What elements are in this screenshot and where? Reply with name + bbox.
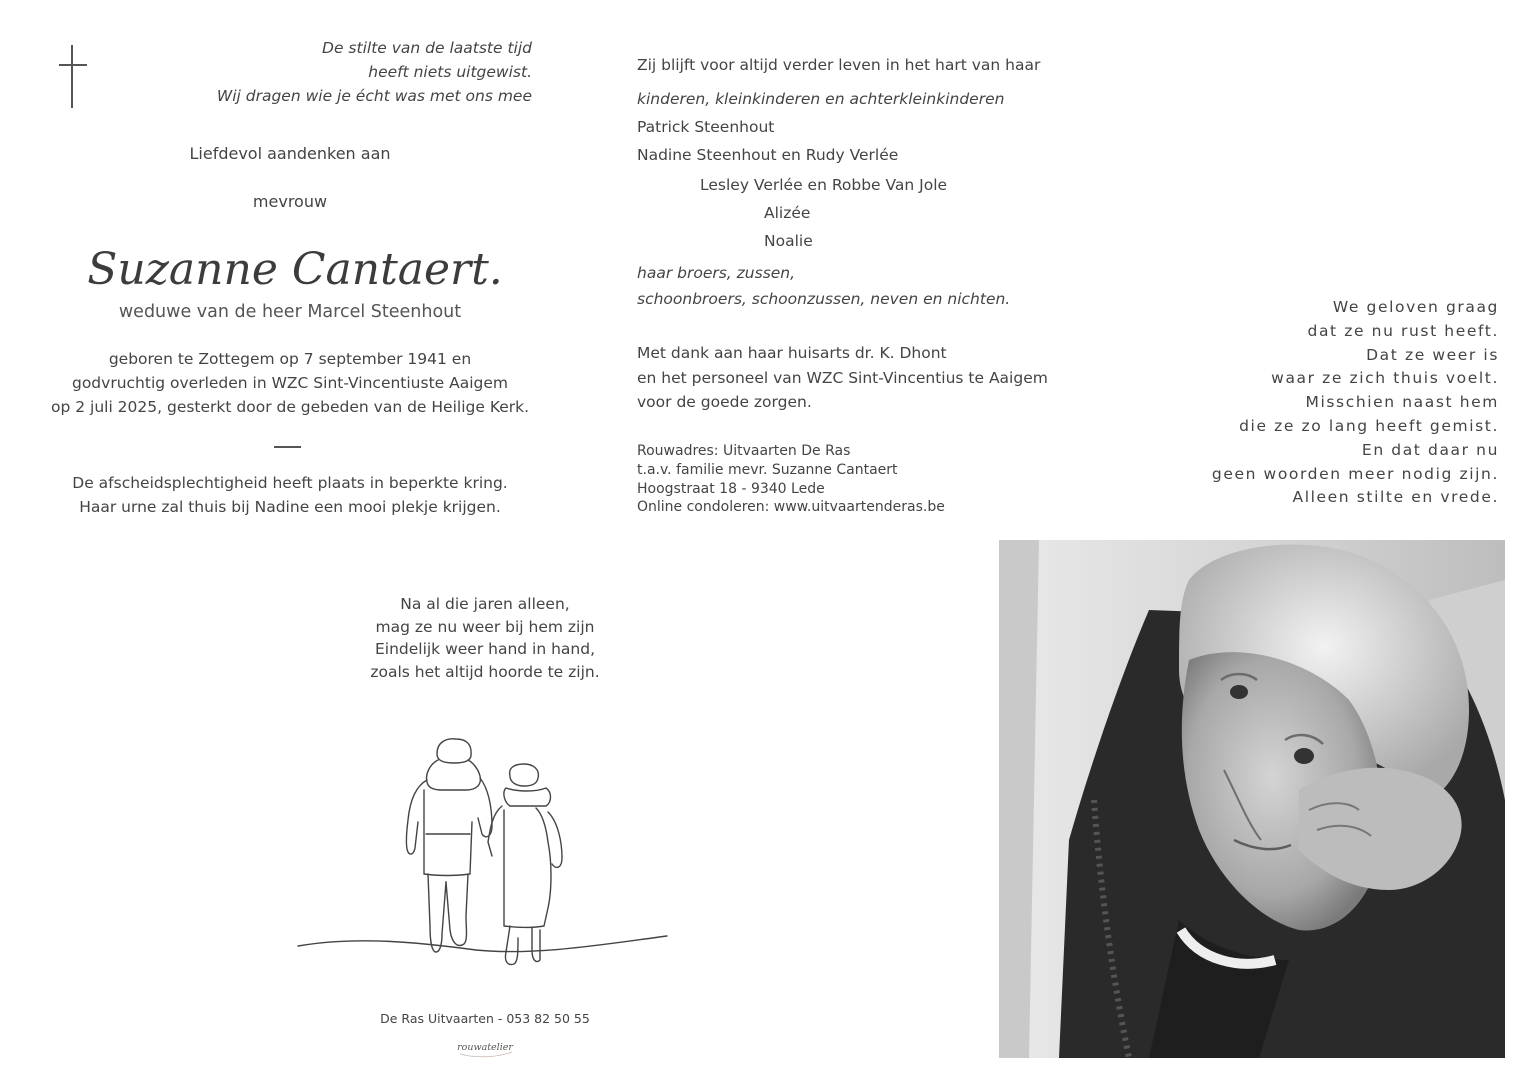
poem-line: mag ze nu weer bij hem zijn: [375, 617, 595, 636]
mourning-address: [637, 442, 945, 517]
poem-line: dat ze nu rust heeft.: [1307, 321, 1499, 340]
thanks-line: en het personeel van WZC Sint-Vincentius te Aaigem: [637, 368, 1048, 387]
poem-line: geen woorden meer nodig zijn.: [1211, 464, 1499, 483]
widow-of: weduwe van de heer Marcel Steenhout: [118, 302, 462, 322]
poem-line: Na al die jaren alleen,: [400, 595, 570, 613]
family-member: Patrick Steenhout: [637, 118, 775, 136]
address-line: t.a.v. familie mevr. Suzanne Cantaert: [637, 461, 898, 478]
intro-text: Zij blijft voor altijd verder leven in het hart van haar: [637, 56, 1041, 74]
family-member: Alizée: [764, 204, 811, 222]
poem-line: zoals het altijd hoorde te zijn.: [370, 662, 600, 681]
poem-line: Eindelijk weer hand in hand,: [374, 640, 596, 658]
walking-couple-illustration: [296, 730, 670, 974]
thanks-text: [637, 341, 1048, 415]
siblings-text: haar broers, zussen,: [637, 264, 796, 282]
closing-poem: [1099, 296, 1499, 510]
poem-line: die ze zo lang heeft gemist.: [1239, 416, 1499, 435]
family-heading: kinderen, kleinkinderen en achterkleinkinderen: [637, 90, 1005, 108]
family-member: Nadine Steenhout en Rudy Verlée: [637, 146, 899, 164]
ceremony-text: [40, 471, 540, 519]
poem-line: waar ze zich thuis voelt.: [1271, 369, 1499, 388]
svg-text:rouwatelier: rouwatelier: [457, 1042, 513, 1053]
thanks-line: voor de goede zorgen.: [637, 393, 812, 411]
family-member: Lesley Verlée en Robbe Van Jole: [700, 176, 948, 194]
signature-text: Suzanne Cantaert.: [87, 244, 503, 295]
divider: [274, 446, 301, 448]
address-line: Hoogstraat 18 - 9340 Lede: [637, 480, 825, 497]
detail-line: godvruchtig overleden in WZC Sint-Vincentiuste Aaigem: [71, 374, 509, 392]
thanks-line: Met dank aan haar huisarts dr. K. Dhont: [637, 344, 947, 362]
poem-line: Dat ze weer is: [1366, 345, 1499, 364]
poem-line: heeft niets uitgewist.: [368, 63, 532, 81]
poem-line: De stilte van de laatste tijd: [322, 39, 532, 57]
ceremony-line: De afscheidsplechtigheid heeft plaats in beperkte kring.: [72, 474, 508, 492]
salutation: mevrouw: [252, 192, 328, 211]
family-member: Noalie: [764, 232, 813, 250]
detail-line: geboren te Zottegem op 7 september 1941 en: [108, 350, 472, 368]
funeral-home-footer: De Ras Uitvaarten - 053 82 50 55: [380, 1011, 590, 1026]
poem-line: Misschien naast hem: [1305, 393, 1499, 412]
poem-line: Alleen stilte en vrede.: [1292, 488, 1499, 507]
detail-line: op 2 juli 2025, gesterkt door de gebeden van de Heilige Kerk.: [50, 398, 530, 416]
poem-line: We geloven graag: [1332, 298, 1499, 316]
ceremony-line: Haar urne zal thuis bij Nadine een mooi plekje krijgen.: [79, 498, 501, 516]
opening-poem: [112, 36, 532, 108]
rouwatelier-logo: [440, 1036, 530, 1062]
address-line: Rouwadres: Uitvaarten De Ras: [637, 443, 851, 459]
birth-death-details: [40, 347, 540, 419]
name-signature: [87, 236, 503, 302]
poem-line: Wij dragen wie je écht was met ons mee: [216, 87, 532, 105]
remembrance-text: Liefdevol aandenken aan: [189, 144, 391, 163]
hand-in-hand-poem: [335, 593, 635, 683]
address-line: Online condoleren: www.uitvaartenderas.be: [637, 499, 945, 516]
poem-line: En dat daar nu: [1361, 440, 1499, 459]
portrait-photo: [999, 540, 1505, 1058]
siblings-text: schoonbroers, schoonzussen, neven en nichten.: [637, 290, 1011, 308]
